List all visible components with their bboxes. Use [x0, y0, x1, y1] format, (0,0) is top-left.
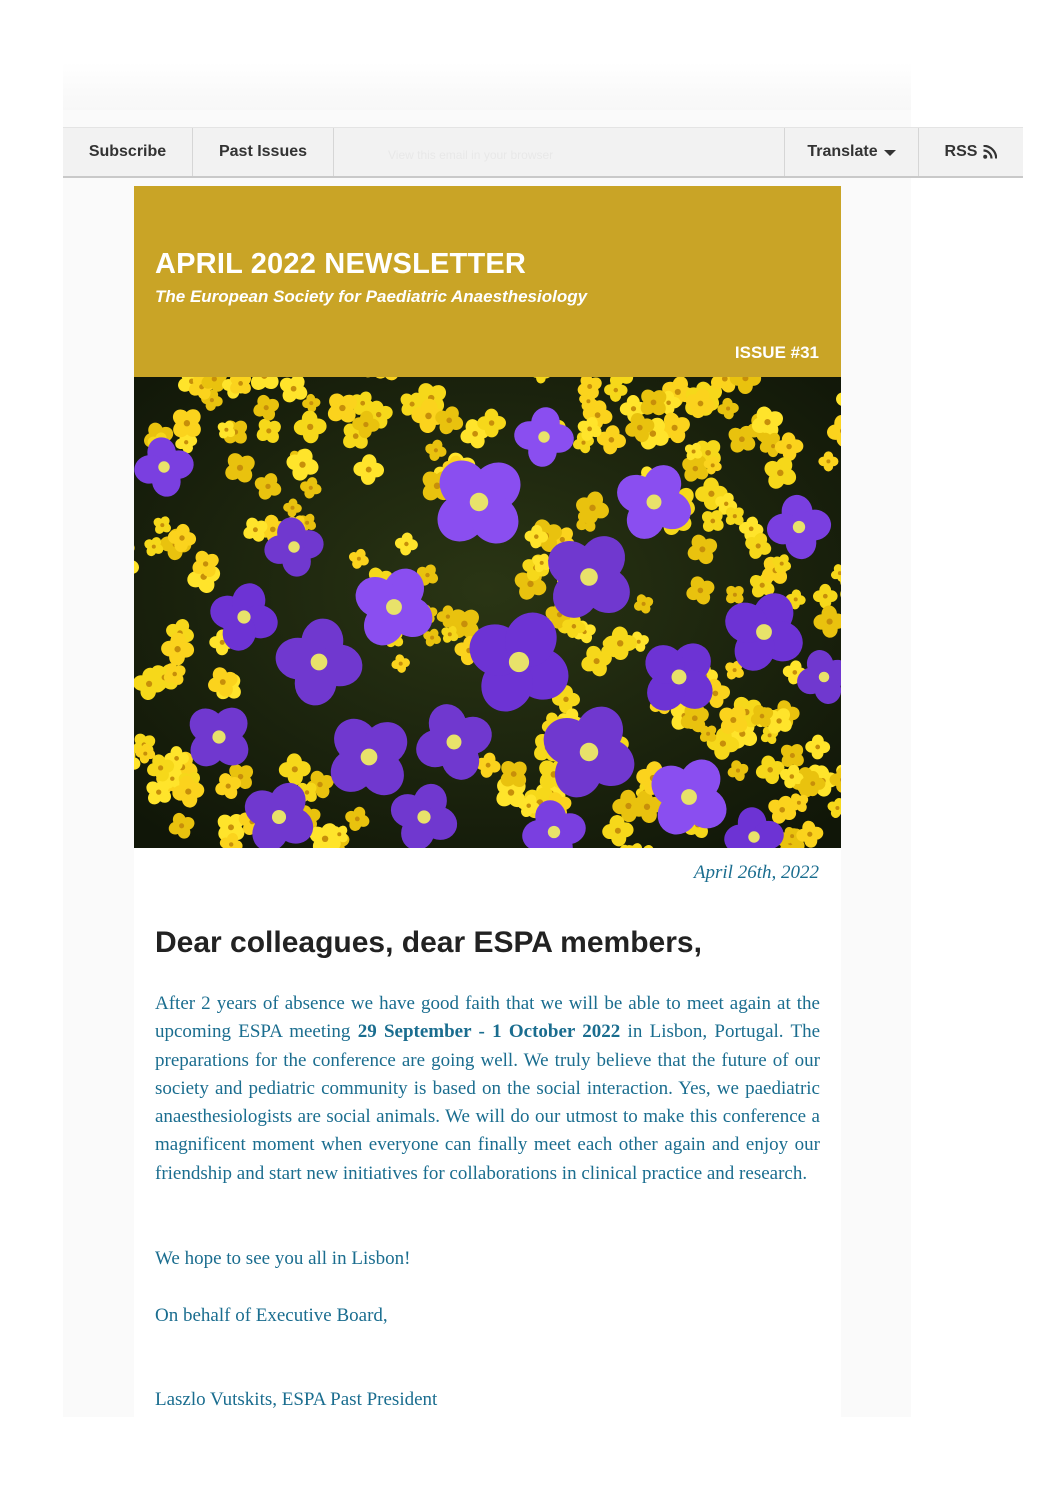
subscribe-label: Subscribe — [88, 143, 167, 160]
caret-down-icon — [884, 150, 896, 156]
translate-dropdown[interactable] — [785, 128, 919, 176]
rss-icon — [983, 145, 997, 159]
subscribe-link[interactable] — [63, 128, 193, 176]
flowers-illustration — [134, 377, 841, 848]
signature: Laszlo Vutskits, ESPA Past President — [155, 1389, 438, 1410]
intro-text-before: After 2 years of absence we have good faith that we will be able to meet again at the upcoming ESPA meeting — [155, 993, 820, 1043]
intro-paragraph — [155, 990, 820, 1188]
issue-date: April 26th, 2022 — [693, 862, 819, 883]
archive-nav-bar — [63, 127, 1023, 178]
greeting-heading: Dear colleagues, dear ESPA members, — [155, 926, 702, 959]
past-issues-label: Past Issues — [218, 143, 308, 160]
issue-number: ISSUE #31 — [734, 343, 819, 362]
on-behalf-paragraph: On behalf of Executive Board, — [155, 1305, 388, 1326]
preheader-area — [63, 62, 911, 110]
newsletter-subtitle: The European Society for Paediatric Anaesthesiology — [155, 287, 588, 306]
intro-text-after: in Lisbon, Portugal. The preparations for the conference are going well. We truly believe that the future of our society and pediatric community is based on the social interaction. Yes, we paediatric anaesthesiologists are social animals. We will do our utmost to make this conference a magnificent moment when everyone can finally meet each other again and enjoy our friendship and start new initiatives for collaborations in clinical practice and research. — [155, 1021, 820, 1184]
nav-spacer — [334, 128, 785, 176]
newsletter-column — [134, 186, 841, 1417]
newsletter-header — [134, 186, 841, 377]
lisbon-paragraph: We hope to see you all in Lisbon! — [155, 1248, 411, 1269]
view-in-browser-text: View this email in your browser — [388, 148, 554, 162]
hero-flowers-image — [134, 377, 841, 848]
rss-link[interactable] — [919, 128, 1023, 176]
meeting-dates: 29 September - 1 October 2022 — [357, 1021, 621, 1043]
newsletter-title: APRIL 2022 NEWSLETTER — [155, 248, 527, 280]
translate-label: Translate — [807, 143, 878, 160]
rss-label: RSS — [944, 143, 978, 160]
past-issues-link[interactable] — [193, 128, 334, 176]
